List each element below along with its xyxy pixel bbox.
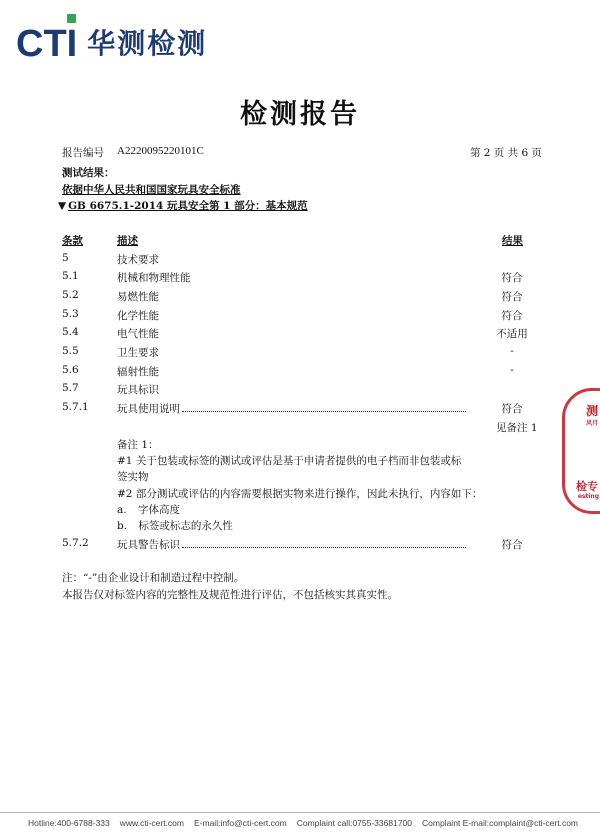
page-title: 检测报告 [240,99,360,130]
row-clause: 5.5 [62,345,79,357]
row-result: 不适用 [496,328,528,340]
row-description: 技术要求 [117,254,159,266]
footer-hotline: Hotline:400-6788-333 [28,818,110,828]
row-clause: 5.7 [62,382,79,394]
page-info: 第 2 页 共 6 页 [469,147,542,159]
row-result: 符合 [501,539,523,551]
standard-text: GB 6675.1-2014 玩具安全第 1 部分：基本规范 [68,200,308,212]
row-clause: 5.4 [62,326,79,338]
row-result: 符合 [501,291,523,303]
footnote-2: 本报告仅对标签内容的完整性及规范性进行评估，不包括核实其真实性。 [62,589,398,601]
row-clause: 5.2 [62,289,79,301]
note-item-a-text: 字体高度 [137,504,180,516]
row-description: 玩具使用说明 [117,403,180,415]
row-description: 卫生要求 [117,347,159,359]
report-number: A2220095220101C [117,145,204,157]
stamp-sub-1: 风月 [585,420,598,427]
dotted-leader [182,411,466,412]
row-description: 辐射性能 [117,366,159,378]
row-description: 电气性能 [117,328,159,340]
note-line-2: 签实物 [117,471,149,483]
result-heading: 测试结果： [62,167,115,179]
dotted-leader [182,547,466,548]
standard-name [58,198,308,213]
standard-basis: 依据中华人民共和国国家玩具安全标准 [62,184,241,196]
footnote-1: 注：“-”由企业设计和制造过程中控制。 [62,572,245,584]
table-row [0,326,600,344]
stamp-char-2: 检专 [576,480,598,493]
stamp-sub-2: esting [577,493,599,500]
table-row [0,270,600,288]
header-description: 描述 [117,235,138,247]
table-row [0,364,600,382]
row-description: 玩具警告标识 [117,539,180,551]
note-item-b-text: 标签或标志的永久性 [138,520,233,532]
table-row [0,289,600,307]
triangle-marker-icon: ▼ [58,200,67,212]
stamp-char-1: 测 [585,404,598,418]
row-result: - [510,345,514,357]
row-result: - [510,364,514,376]
row-clause: 5.7.2 [62,537,89,549]
header-result: 结果 [502,235,523,247]
row-description: 化学性能 [117,310,159,322]
brand-logo [16,20,207,64]
header-clause: 条款 [62,235,83,247]
row-clause: 5.3 [62,308,79,320]
row-clause: 5.7.1 [62,401,89,413]
note-item-a-marker: a. [117,504,127,516]
row-clause: 5 [62,252,69,264]
table-row [0,252,600,270]
table-row [0,537,600,555]
note-heading: 备注 1： [117,439,159,451]
row-description: 机械和物理性能 [117,272,191,284]
footer-website[interactable]: www.cti-cert.com [119,818,184,828]
table-row [0,308,600,326]
logo-latin: CTI [16,23,78,65]
report-number-label: 报告编号 [62,147,104,159]
table-row [0,401,600,419]
table-row [0,382,600,400]
row-description: 玩具标识 [117,384,159,396]
logo-accent-dot [67,14,76,23]
footer-complaint-call: Complaint call:0755-33681700 [296,818,413,828]
row-result: 符合 [501,310,523,322]
footer-contact [0,818,600,828]
note-line-3: #2 部分测试或评估的内容需要根据实物来进行操作，因此未执行，内容如下： [117,488,483,500]
table-row [0,345,600,363]
footer-email[interactable]: E-mail:info@cti-cert.com [194,818,287,828]
row-clause: 5.1 [62,270,79,282]
logo-chinese: 华测检测 [87,27,208,60]
row-result: 符合 [501,272,523,284]
footer-divider [0,812,600,813]
note-line-1: #1 关于包装或标签的测试或评估是基于申请者提供的电子档而非包装或标 [117,455,462,467]
note-item-b-marker: b. [117,520,128,532]
see-note-reference: 见备注 1 [496,422,538,434]
footer-complaint-email[interactable]: Complaint E-mail:complaint@cti-cert.com [422,818,579,828]
row-result: 符合 [501,403,523,415]
row-description: 易燃性能 [117,291,159,303]
note-item-a [117,502,487,518]
note-item-b [117,518,487,534]
row-clause: 5.6 [62,364,79,376]
